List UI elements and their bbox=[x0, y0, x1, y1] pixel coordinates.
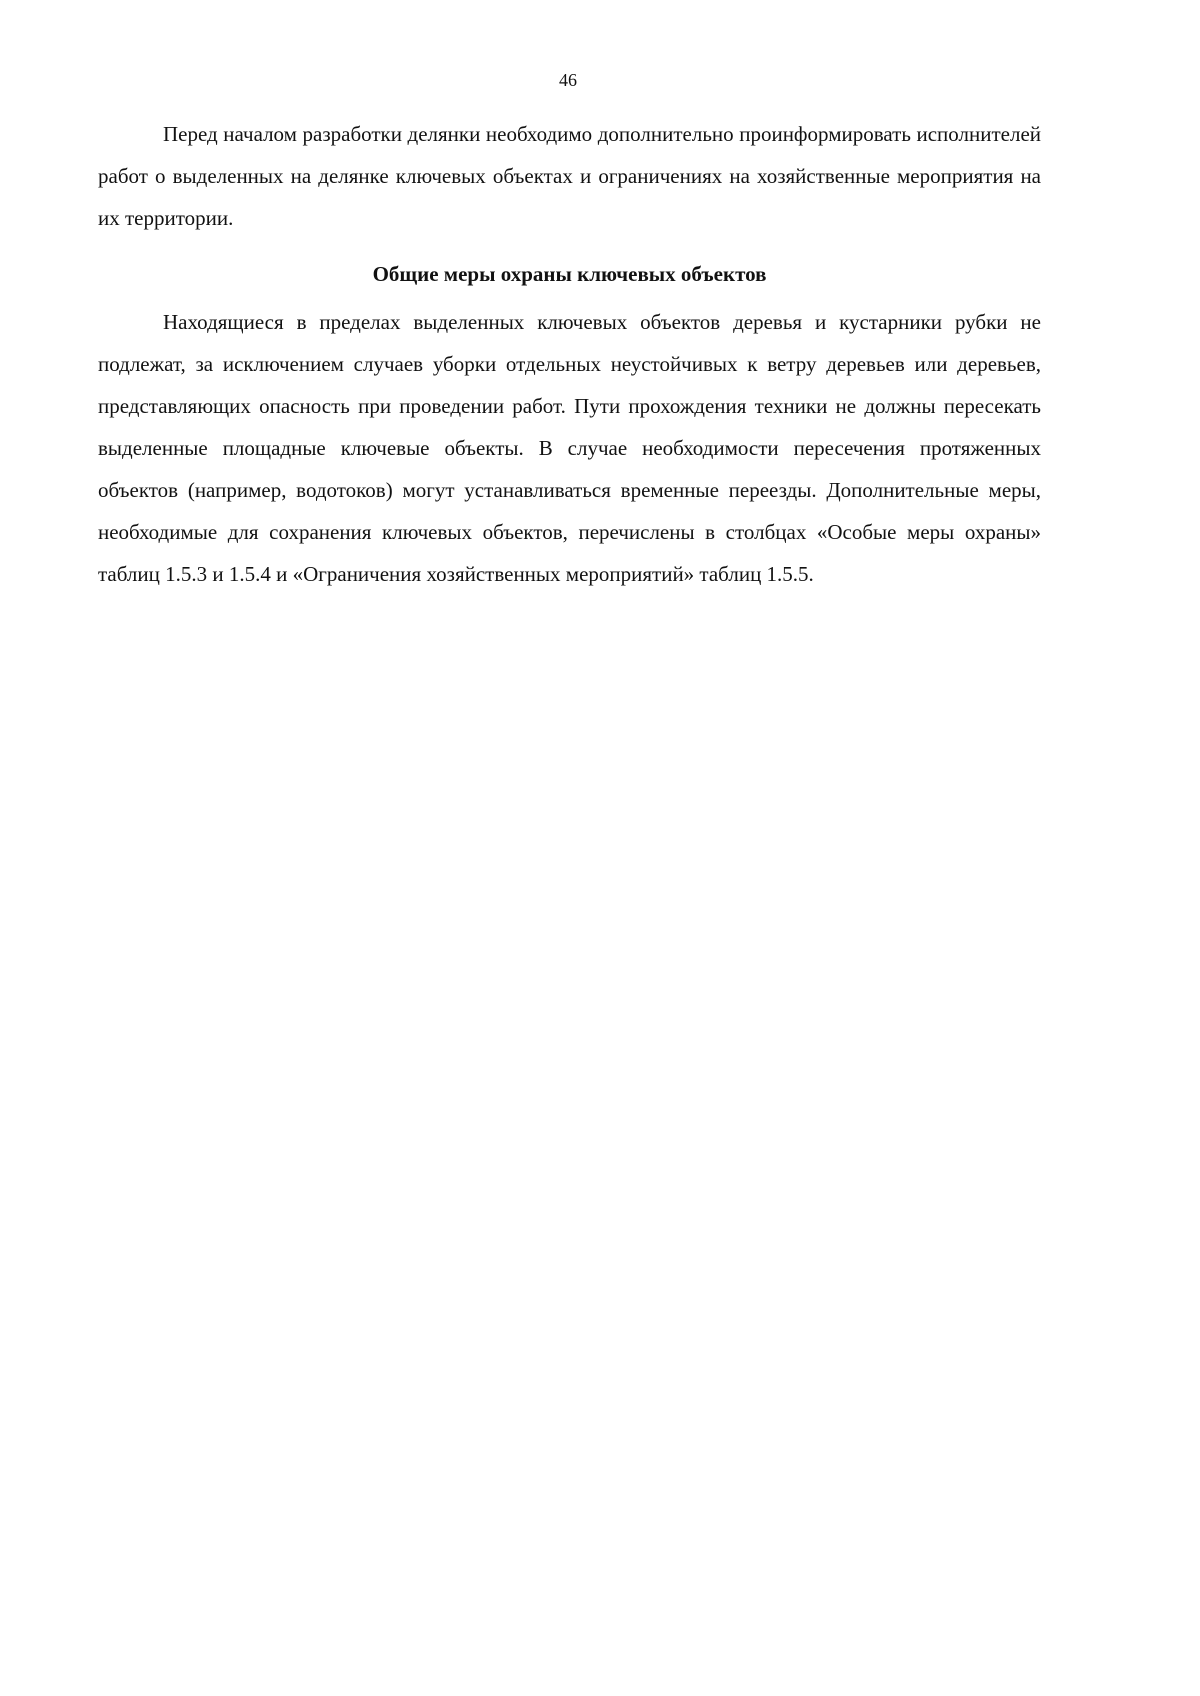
page-number: 46 bbox=[559, 70, 577, 90]
section-heading: Общие меры охраны ключевых объектов bbox=[372, 262, 767, 286]
document-body bbox=[98, 113, 1041, 595]
paragraph-briefing: Перед началом разработки делянки необходимо дополнительно проинформировать исполнителей работ о выделенных на делянке ключевых объектах и ограничениях на хозяйственные мероприятия на их территории. bbox=[98, 122, 1041, 230]
paragraph-protection-measures: Находящиеся в пределах выделенных ключевых объектов деревья и кустарники рубки не подлежат, за исключением случаев уборки отдельных неустойчивых к ветру деревьев или деревьев, представляющих опасность при проведении работ. Пути прохождения техники не должны пересекать выделенные площадные ключевые объекты. В случае необходимости пересечения протяженных объектов (например, водотоков) могут устанавливаться временные переезды. Дополнительные меры, необходимые для сохранения ключевых объектов, перечислены в столбцах «Особые меры охраны» таблиц 1.5.3 и 1.5.4 и «Ограничения хозяйственных мероприятий» таблиц 1.5.5. bbox=[98, 310, 1041, 586]
